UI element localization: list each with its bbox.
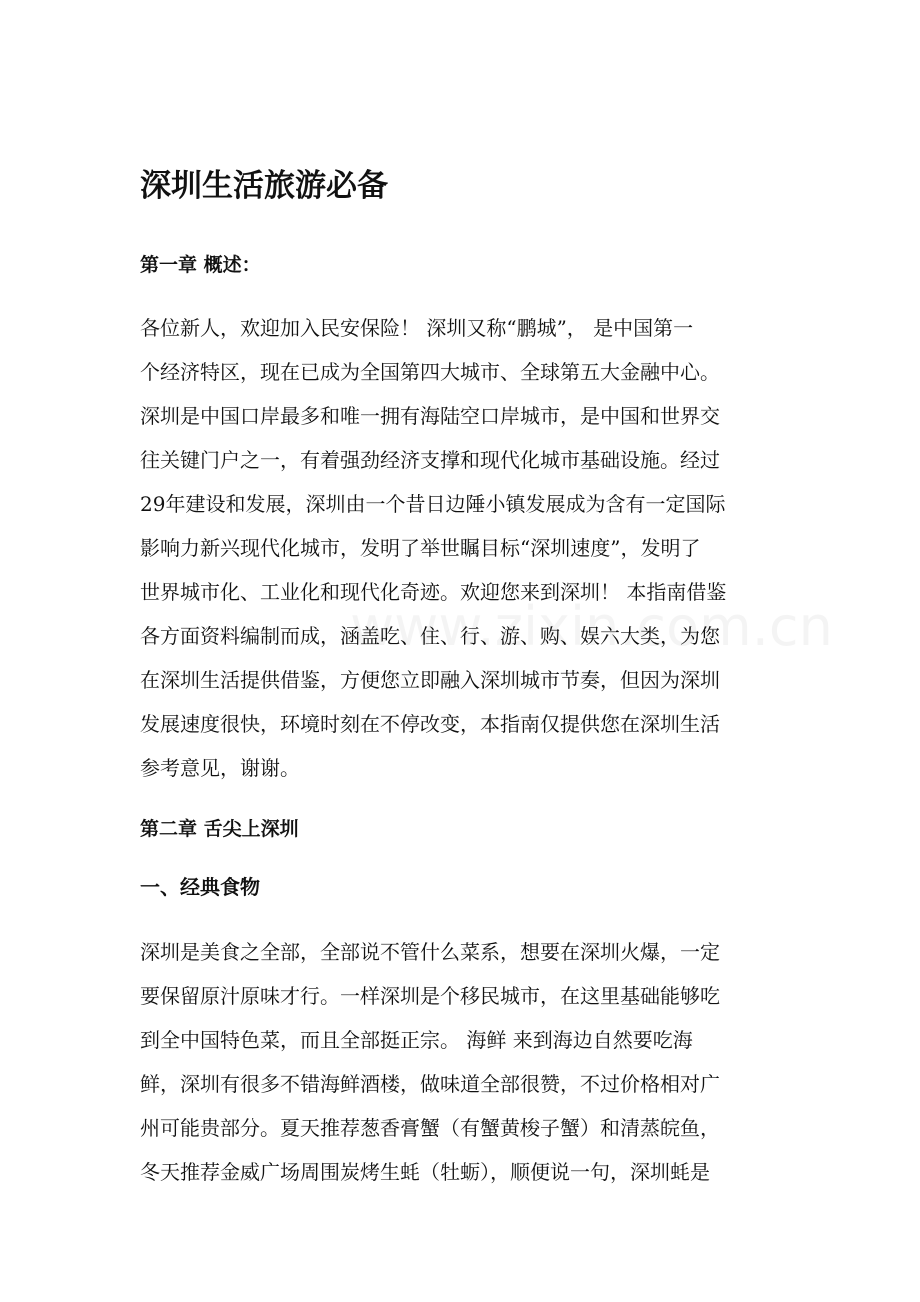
- chapter-1-heading: 第一章 概述：: [140, 254, 261, 276]
- paragraph-line: 参考意见，谢谢。: [140, 756, 300, 780]
- paragraph-line: 深圳是美食之全部，全部说不管什么菜系，想要在深圳火爆，一定: [140, 940, 720, 964]
- paragraph-line: 世界城市化、工业化和现代化奇迹。欢迎您来到深圳！ 本指南借鉴: [140, 580, 727, 604]
- paragraph-line: 在深圳生活提供借鉴，方便您立即融入深圳城市节奏，但因为深圳: [140, 668, 720, 692]
- paragraph-line: 鲜，深圳有很多不错海鲜酒楼，做味道全部很赞，不过价格相对广: [140, 1072, 720, 1096]
- paragraph-line: 冬天推荐金威广场周围炭烤生蚝（牡蛎），顺便说一句，深圳蚝是: [140, 1160, 710, 1184]
- paragraph-line: 到全中国特色菜，而且全部挺正宗。 海鲜 来到海边自然要吃海: [140, 1028, 693, 1052]
- document-title: 深圳生活旅游必备: [140, 168, 388, 204]
- paragraph-line: 发展速度很快，环境时刻在不停改变，本指南仅提供您在深圳生活: [140, 712, 720, 736]
- paragraph-line: 影响力新兴现代化城市，发明了举世瞩目标“深圳速度”，发明了: [140, 536, 701, 560]
- paragraph-line: 29年建设和发展，深圳由一个昔日边陲小镇发展成为含有一定国际: [140, 492, 726, 516]
- section-1-paragraph: [140, 930, 720, 1194]
- paragraph-line: 各方面资料编制而成，涵盖吃、住、行、游、购、娱六大类，为您: [140, 624, 720, 648]
- paragraph-line: 州可能贵部分。夏天推荐葱香膏蟹（有蟹黄梭子蟹）和清蒸皖鱼，: [140, 1116, 720, 1140]
- paragraph-line: 个经济特区，现在已成为全国第四大城市、全球第五大金融中心。: [140, 360, 720, 384]
- paragraph-line: 要保留原汁原味才行。一样深圳是个移民城市，在这里基础能够吃: [140, 984, 720, 1008]
- chapter-1-paragraph: [140, 306, 726, 790]
- section-heading-classic-food: 一、经典食物: [140, 875, 260, 899]
- paragraph-line: 往关键门户之一，有着强劲经济支撑和现代化城市基础设施。经过: [140, 448, 720, 472]
- chapter-2-heading: 第二章 舌尖上深圳: [140, 818, 299, 840]
- paragraph-line: 各位新人，欢迎加入民安保险！ 深圳又称“鹏城”， 是中国第一: [140, 316, 694, 340]
- paragraph-line: 深圳是中国口岸最多和唯一拥有海陆空口岸城市，是中国和世界交: [140, 404, 720, 428]
